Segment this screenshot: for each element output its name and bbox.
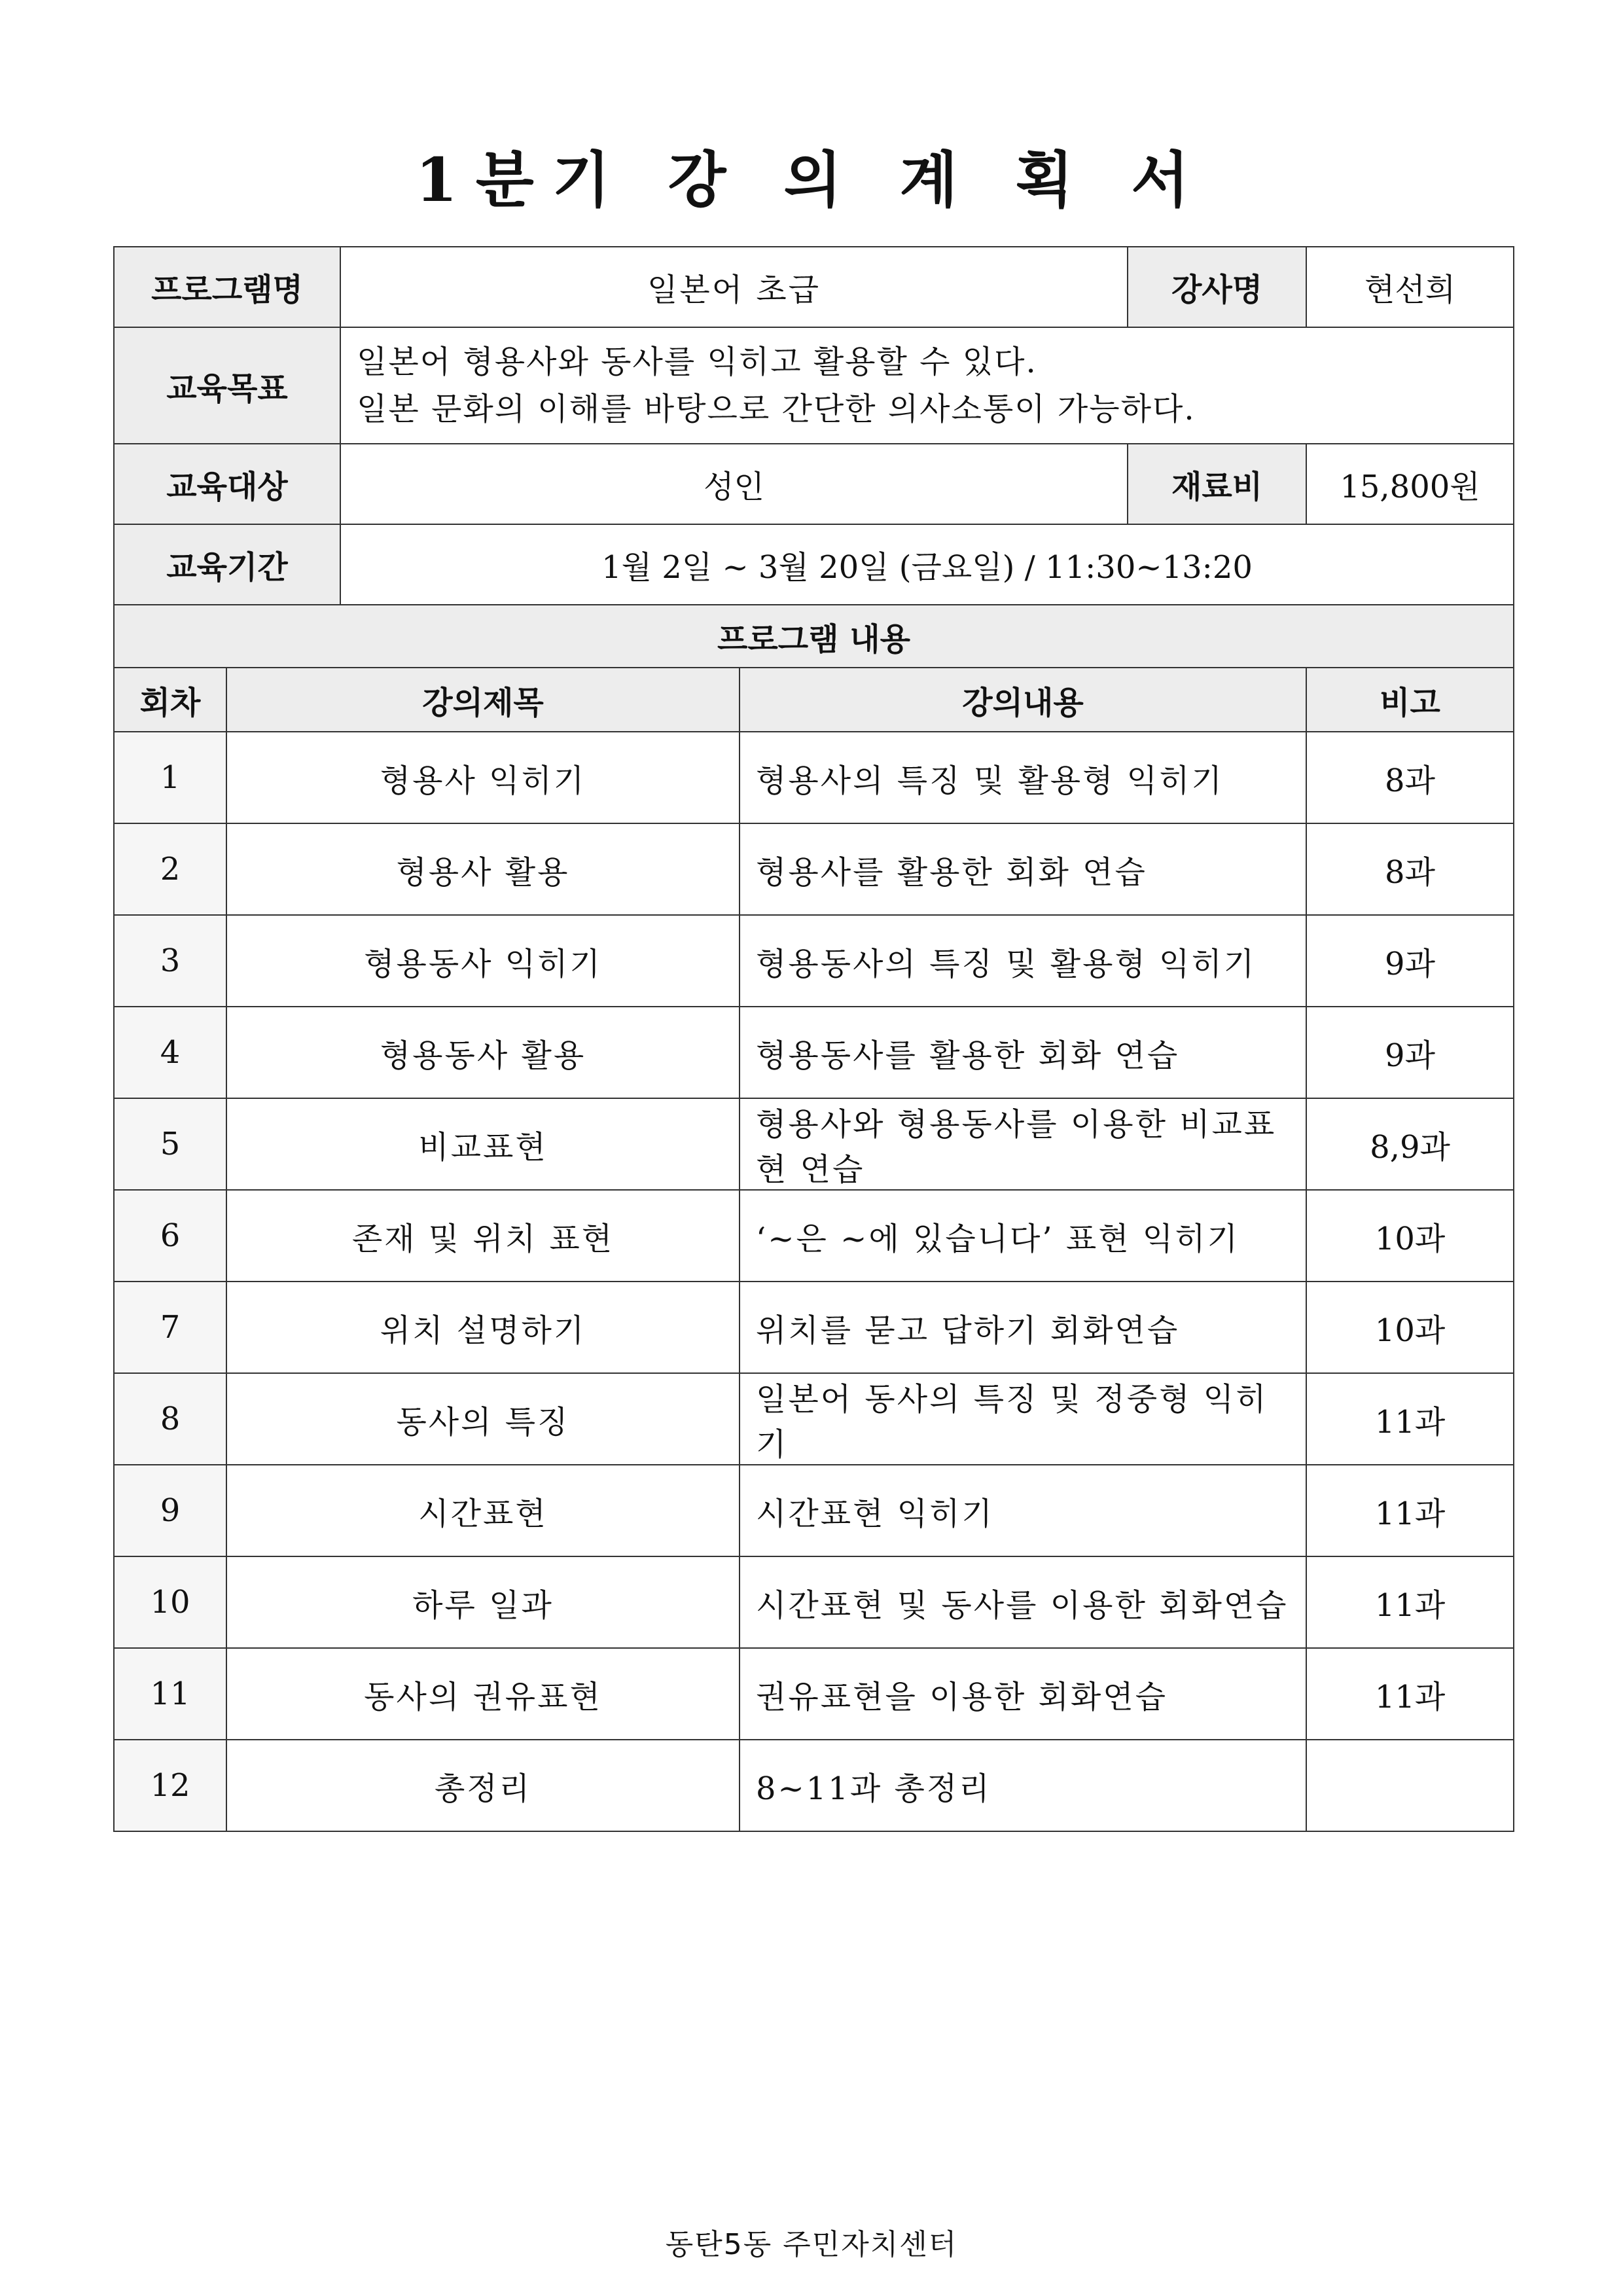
session-topic: 하루 일과 [226,1556,740,1648]
table-row [114,823,1514,915]
session-number: 10 [114,1556,226,1648]
session-topic: 형용동사 활용 [226,1007,740,1098]
session-number: 12 [114,1740,226,1831]
goal-label: 교육목표 [114,327,340,444]
program-value: 일본어 초급 [340,247,1128,327]
table-row [114,732,1514,823]
instructor-value: 현선희 [1306,247,1514,327]
table-row [114,915,1514,1007]
session-note: 10과 [1306,1190,1514,1282]
session-number: 2 [114,823,226,915]
session-content: 형용사를 활용한 회화 연습 [740,823,1306,915]
session-note: 11과 [1306,1465,1514,1556]
session-content: 권유표현을 이용한 회화연습 [740,1648,1306,1740]
table-row [114,1465,1514,1556]
session-note: 8,9과 [1306,1098,1514,1190]
session-number: 6 [114,1190,226,1282]
column-header-content: 강의내용 [740,668,1306,732]
table-row [114,1282,1514,1373]
target-label: 교육대상 [114,444,340,524]
session-topic: 존재 및 위치 표현 [226,1190,740,1282]
instructor-label: 강사명 [1128,247,1306,327]
page-title: 1분기 강 의 계 획 서 [415,145,1208,215]
session-topic: 비교표현 [226,1098,740,1190]
session-number: 3 [114,915,226,1007]
session-number: 1 [114,732,226,823]
goal-value [340,327,1514,444]
period-row [114,524,1514,605]
session-note: 9과 [1306,915,1514,1007]
goal-line-2: 일본 문화의 이해를 바탕으로 간단한 의사소통이 가능하다. [357,391,1196,427]
table-row [114,1556,1514,1648]
column-header-note: 비고 [1306,668,1514,732]
footer-organization: 동탄5동 주민자치센터 [665,2228,958,2261]
session-note [1306,1740,1514,1831]
session-topic: 동사의 권유표현 [226,1648,740,1740]
session-content: 형용동사의 특징 및 활용형 익히기 [740,915,1306,1007]
session-note: 9과 [1306,1007,1514,1098]
session-number: 5 [114,1098,226,1190]
session-rows [114,732,1514,1831]
fee-label: 재료비 [1128,444,1306,524]
program-content-heading: 프로그램 내용 [114,605,1514,668]
session-content: 형용사와 형용동사를 이용한 비교표현 연습 [740,1098,1306,1190]
session-content: 형용사의 특징 및 활용형 익히기 [740,732,1306,823]
session-content: 위치를 묻고 답하기 회화연습 [740,1282,1306,1373]
column-header-topic: 강의제목 [226,668,740,732]
lecture-plan-table [113,246,1514,1832]
target-value: 성인 [340,444,1128,524]
session-topic: 형용사 활용 [226,823,740,915]
session-note: 11과 [1306,1373,1514,1465]
session-number: 8 [114,1373,226,1465]
session-note: 8과 [1306,732,1514,823]
session-topic: 총정리 [226,1740,740,1831]
section-header-row [114,605,1514,668]
table-row [114,1740,1514,1831]
session-content: 일본어 동사의 특징 및 정중형 익히기 [740,1373,1306,1465]
table-row [114,1190,1514,1282]
session-number: 9 [114,1465,226,1556]
session-content: 형용동사를 활용한 회화 연습 [740,1007,1306,1098]
column-header-row [114,668,1514,732]
table-row [114,1373,1514,1465]
session-topic: 동사의 특징 [226,1373,740,1465]
period-label: 교육기간 [114,524,340,605]
session-number: 11 [114,1648,226,1740]
table-row [114,1098,1514,1190]
session-topic: 시간표현 [226,1465,740,1556]
session-number: 7 [114,1282,226,1373]
goal-line-1: 일본어 형용사와 동사를 익히고 활용할 수 있다. [357,344,1037,380]
table-row [114,1007,1514,1098]
goal-row [114,327,1514,444]
program-label: 프로그램명 [114,247,340,327]
program-row [114,247,1514,327]
session-note: 10과 [1306,1282,1514,1373]
session-content: ‘~은 ~에 있습니다’ 표현 익히기 [740,1190,1306,1282]
fee-value: 15,800원 [1306,444,1514,524]
column-header-session: 회차 [114,668,226,732]
period-value: 1월 2일 ~ 3월 20일 (금요일) / 11:30~13:20 [340,524,1514,605]
session-number: 4 [114,1007,226,1098]
session-content: 시간표현 익히기 [740,1465,1306,1556]
session-topic: 위치 설명하기 [226,1282,740,1373]
session-content: 시간표현 및 동사를 이용한 회화연습 [740,1556,1306,1648]
session-topic: 형용동사 익히기 [226,915,740,1007]
session-topic: 형용사 익히기 [226,732,740,823]
table-row [114,1648,1514,1740]
session-note: 11과 [1306,1648,1514,1740]
target-row [114,444,1514,524]
session-note: 11과 [1306,1556,1514,1648]
session-note: 8과 [1306,823,1514,915]
session-content: 8~11과 총정리 [740,1740,1306,1831]
